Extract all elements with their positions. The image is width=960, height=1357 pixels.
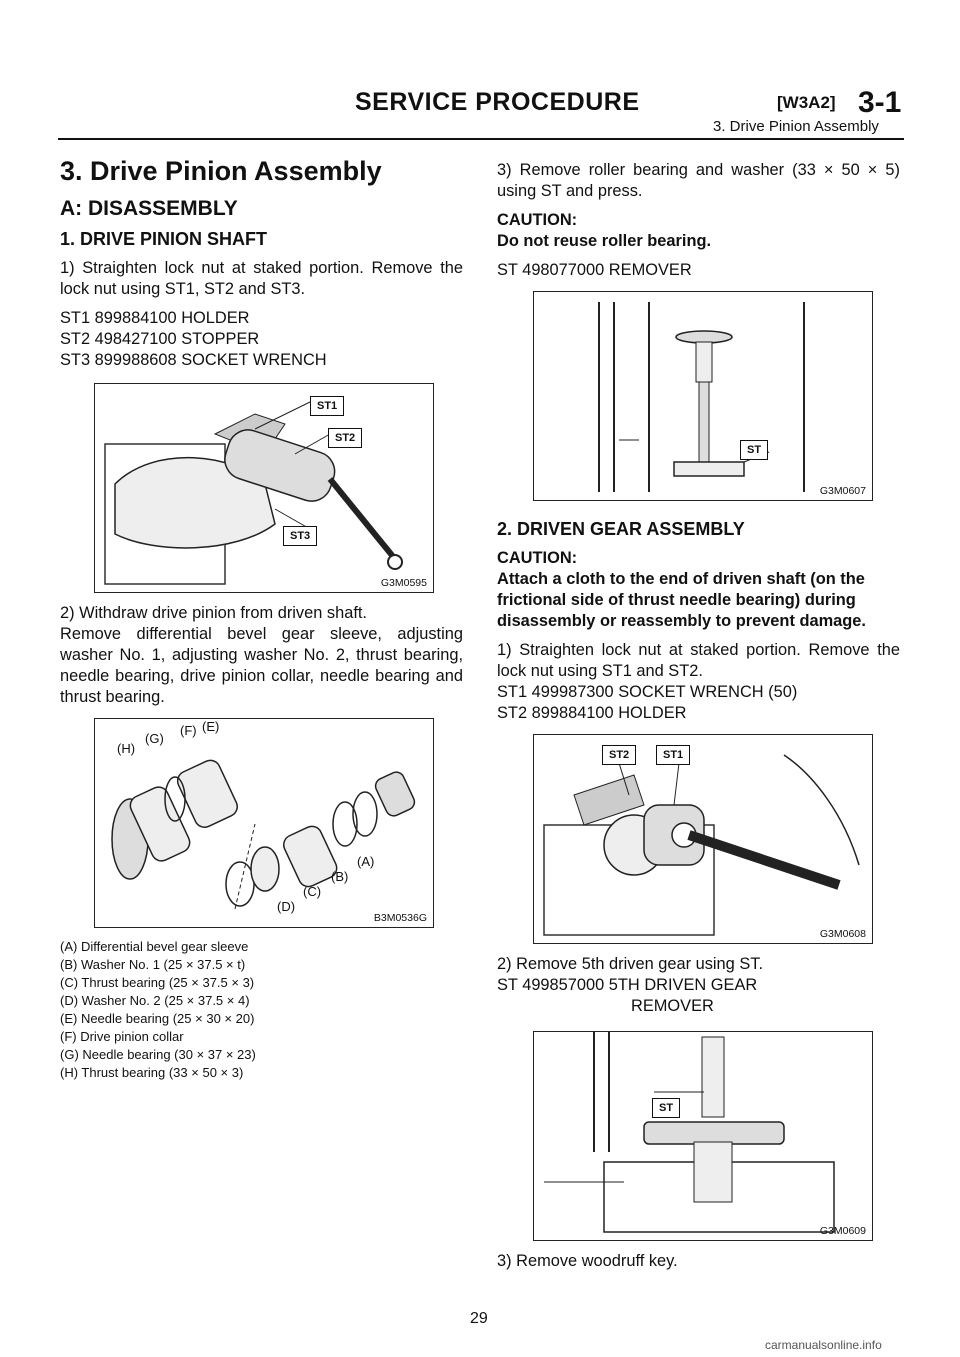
caution-text: Do not reuse roller bearing.: [497, 232, 712, 250]
legend-item: (B) Washer No. 1 (25 × 37.5 × t): [60, 957, 246, 972]
st-line: ST2 498427100 STOPPER: [60, 330, 260, 348]
caution-label: CAUTION:: [497, 549, 578, 567]
st-line: ST3 899988608 SOCKET WRENCH: [60, 351, 327, 369]
figure-exploded-bearings: [94, 718, 434, 928]
right-column: [497, 160, 900, 1280]
legend-item: (C) Thrust bearing (25 × 37.5 × 3): [60, 975, 255, 990]
label-f: (F): [180, 723, 197, 738]
header-rule: [58, 138, 904, 140]
label-g: (G): [145, 731, 164, 746]
label-a: (A): [357, 854, 375, 869]
figure-code: G3M0595: [380, 577, 427, 589]
label-h: (H): [117, 741, 136, 756]
section-a-heading: A: DISASSEMBLY: [60, 197, 238, 220]
st-tag: ST: [740, 440, 768, 460]
st-line: ST2 899884100 HOLDER: [497, 704, 687, 722]
sub-heading-drive-pinion-shaft: 1. DRIVE PINION SHAFT: [60, 229, 268, 249]
step-3-text: 3) Remove roller bearing and washer (33 × 50 × 5) using ST and press.: [497, 161, 900, 200]
st-list-1: [60, 308, 463, 371]
st2-tag: ST2: [602, 745, 636, 765]
page-number: 29: [470, 1310, 488, 1327]
st-tag: ST: [652, 1098, 680, 1118]
figure-legend: [60, 938, 463, 1082]
label-b: (B): [331, 869, 349, 884]
figure-illustration: [534, 735, 872, 943]
label-c: (C): [303, 884, 322, 899]
figure-illustration: [534, 292, 872, 500]
figure-illustration: [95, 719, 433, 927]
figure-code: B3M0536G: [373, 912, 427, 924]
legend-item: (G) Needle bearing (30 × 37 × 23): [60, 1047, 256, 1062]
step-2-text-a: 2) Withdraw drive pinion from driven shaft.: [60, 604, 367, 622]
st-line: ST 498077000 REMOVER: [497, 261, 692, 279]
st-line: ST 499857000 5TH DRIVEN GEAR: [497, 976, 758, 994]
step-6-text: 3) Remove woodruff key.: [497, 1252, 678, 1270]
caution-label: CAUTION:: [497, 211, 578, 229]
st2-tag: ST2: [328, 428, 362, 448]
step-5-text: 2) Remove 5th driven gear using ST.: [497, 955, 764, 973]
section-number: 3-1: [858, 86, 902, 119]
figure-code: G3M0608: [819, 928, 866, 940]
step-4-text: 1) Straighten lock nut at staked portion. Remove the lock nut using ST1 and ST2.: [497, 641, 900, 680]
header-subtitle: 3. Drive Pinion Assembly: [713, 118, 879, 135]
figure-illustration: [534, 1032, 872, 1240]
st-line: REMOVER: [631, 997, 714, 1015]
legend-item: (H) Thrust bearing (33 × 50 × 3): [60, 1065, 244, 1080]
st3-tag: ST3: [283, 526, 317, 546]
figure-illustration: [95, 384, 433, 592]
header-title: SERVICE PROCEDURE: [355, 88, 640, 116]
legend-item: (D) Washer No. 2 (25 × 37.5 × 4): [60, 993, 250, 1008]
figure-press-remover: [533, 291, 873, 501]
sub-heading-driven-gear-assembly: 2. DRIVEN GEAR ASSEMBLY: [497, 519, 745, 539]
left-column: [60, 150, 463, 1082]
figure-5th-gear-remover: [533, 1031, 873, 1241]
figure-code: G3M0607: [819, 485, 866, 497]
st1-tag: ST1: [656, 745, 690, 765]
legend-item: (F) Drive pinion collar: [60, 1029, 184, 1044]
legend-item: (E) Needle bearing (25 × 30 × 20): [60, 1011, 255, 1026]
watermark: carmanualsonline.info: [765, 1338, 882, 1352]
header-code: [W3A2]: [777, 93, 836, 112]
st-list-2: [497, 682, 900, 724]
main-title: 3. Drive Pinion Assembly: [60, 156, 382, 186]
label-e: (E): [202, 719, 220, 734]
figure-code: G3M0609: [819, 1225, 866, 1237]
step-2-text-b: Remove differential bevel gear sleeve, adjusting washer No. 1, adjusting washer No. 2, thrust bearing, needle bearing, drive pinion collar, needle bearing and thrust bearing.: [60, 625, 463, 706]
caution-text: Attach a cloth to the end of driven shaft (on the frictional side of thrust needle bearing) during disassembly or reassembly to prevent damage.: [497, 570, 866, 630]
step-1-text: 1) Straighten lock nut at staked portion. Remove the lock nut using ST1, ST2 and ST3.: [60, 259, 463, 298]
figure-lock-nut-removal: [94, 383, 434, 593]
st-line: ST1 499987300 SOCKET WRENCH (50): [497, 683, 798, 701]
label-d: (D): [277, 899, 296, 914]
legend-item: (A) Differential bevel gear sleeve: [60, 939, 249, 954]
figure-driven-gear-nut: [533, 734, 873, 944]
st-line: ST1 899884100 HOLDER: [60, 309, 250, 327]
st1-tag: ST1: [310, 396, 344, 416]
